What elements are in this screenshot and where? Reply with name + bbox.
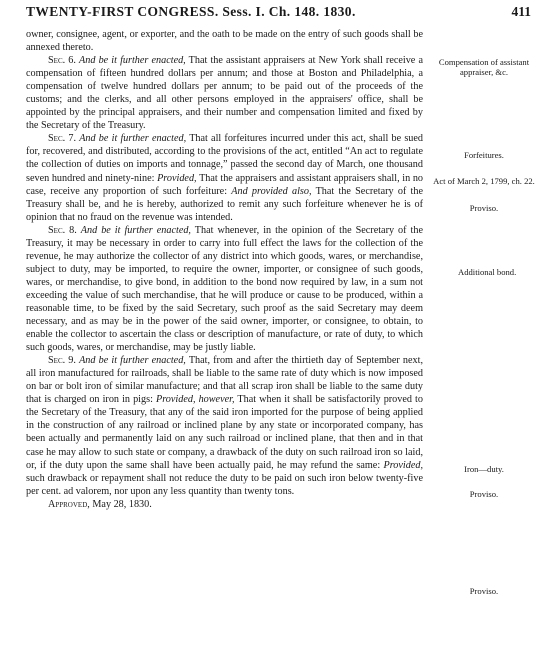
margin-note-forfeitures: Forfeitures. <box>464 150 504 160</box>
approved-label: Approved, <box>48 498 90 510</box>
section-body: That, from and after the thirtieth day of September next, all iron manufactured for railroads, shall be liable to the same rate of duty which is now imposed on bar or bolt iron of similar manufacture; and that all scrap iron shall be liable to the same duty that is charged on iron in pigs: <box>26 355 423 406</box>
margin-note-additional-bond: Additional bond. <box>458 267 517 277</box>
margin-note-iron-duty: Iron—duty. <box>464 464 504 474</box>
section-body: That all forfeitures incurred under this act, shall be sued for, recovered, and distributed, according to the provisions of the act, entitled “An act to regulate the collection of duties on imports and tonnage,” passed the second day of March, one thousand seven hundred and ninety-nine: <box>26 133 424 184</box>
enacting-clause: And be it further enacted, <box>79 55 186 67</box>
section-9 <box>26 354 423 498</box>
margin-note-act-reference: Act of March 2, 1799, ch. 22. <box>433 176 535 186</box>
proviso-clause: Provided, <box>383 459 424 471</box>
approval-line <box>26 498 423 511</box>
margin-note-proviso: Proviso. <box>469 489 499 499</box>
section-label: Sec. 6. <box>48 55 76 67</box>
section-body: That the assistant appraisers at New York shall receive a compensation of fifteen hundred dollars per annum; and those at Boston and Philadelphia, a compensation of twelve hundred dollars per annum; to be paid out of the proceeds of the customs; and the clerks, and all other persons employed in the appraisers' office, shall be appointed by the principal appraisers, and their number and compensation limited and fixed by the Secretary of the Treasury. <box>26 55 423 132</box>
running-header <box>26 4 531 26</box>
section-8 <box>26 224 423 354</box>
section-label: Sec. 7. <box>48 133 76 145</box>
running-title: TWENTY-FIRST CONGRESS. Sess. I. Ch. 148. 1830. <box>26 4 356 19</box>
section-body: That the appraisers and assistant appraisers shall, in no case, receive any proportion of such forfeiture: <box>26 172 424 197</box>
enacting-clause: And be it further enacted, <box>79 133 187 145</box>
enacting-clause: And be it further enacted, <box>79 355 186 367</box>
section-6 <box>26 54 423 132</box>
margin-note-compensation: Compensation of assistant appraiser, &c. <box>438 57 530 78</box>
page-number: 411 <box>511 4 531 19</box>
approval-date: May 28, 1830. <box>92 498 152 510</box>
proviso-clause: Provided, <box>157 172 197 184</box>
proviso-clause: Provided, however, <box>155 394 235 406</box>
enacting-clause: And be it further enacted, <box>80 224 191 236</box>
intro-paragraph: owner, consignee, agent, or exporter, and the oath to be made on the entry of such goods shall be annexed thereto. <box>26 29 423 54</box>
section-body: That when it shall be satisfactorily proved to the Secretary of the Treasury, that any of the said iron imported for the purpose of being applied in the construction of any railroad or inclined plane by any state or incorporated company, has been actually and permanently laid on any such railroad or inclined plane, that then and in that case he may allow to such state or company, a drawback of the duty on such railroad iron so laid, or, if the duty upon the same shall have been actually paid, he may refund the same: <box>26 394 423 471</box>
margin-note-proviso: Proviso. <box>469 586 499 596</box>
section-body: That the Secretary of the Treasury shall be, and he is hereby, authorized to remit any such forfeiture whenever he is of opinion that no fraud on the revenue was intended. <box>26 185 423 223</box>
statute-text <box>26 28 423 511</box>
margin-note-proviso: Proviso. <box>469 203 499 213</box>
section-label: Sec. 8. <box>48 224 77 236</box>
section-body: That whenever, in the opinion of the Secretary of the Treasury, it may be necessary in order to carry into full effect the laws for the collection of the revenue, he may authorize the collector of any district into which goods, wares, or merchandise, subject to duty, may be imported, to require the owner, importer, or consignee of such goods, wares, or merchandise, to give bond, in addition to the bond now required by law, in a sum not exceeding the value of such merchandise, that he will produce or cause to be produced, within a reasonable time, to be fixed by the said Secretary, such proof as the said Secretary may deem necessary, and as may be in the power of the said owner, importer, or consignee, to obtain, to enable the collector to ascertain the class or description of manufacture, or rate of duty, to which such goods, wares, or merchandise, may be justly liable. <box>26 224 423 354</box>
section-7 <box>26 132 423 223</box>
section-label: Sec. 9. <box>48 355 76 367</box>
proviso-clause: And provided also, <box>231 185 312 197</box>
section-body: such drawback or repayment shall not reduce the duty to be paid on such iron below twenty-five per cent. ad valorem, nor upon any less quantity than twenty tons. <box>26 472 423 497</box>
